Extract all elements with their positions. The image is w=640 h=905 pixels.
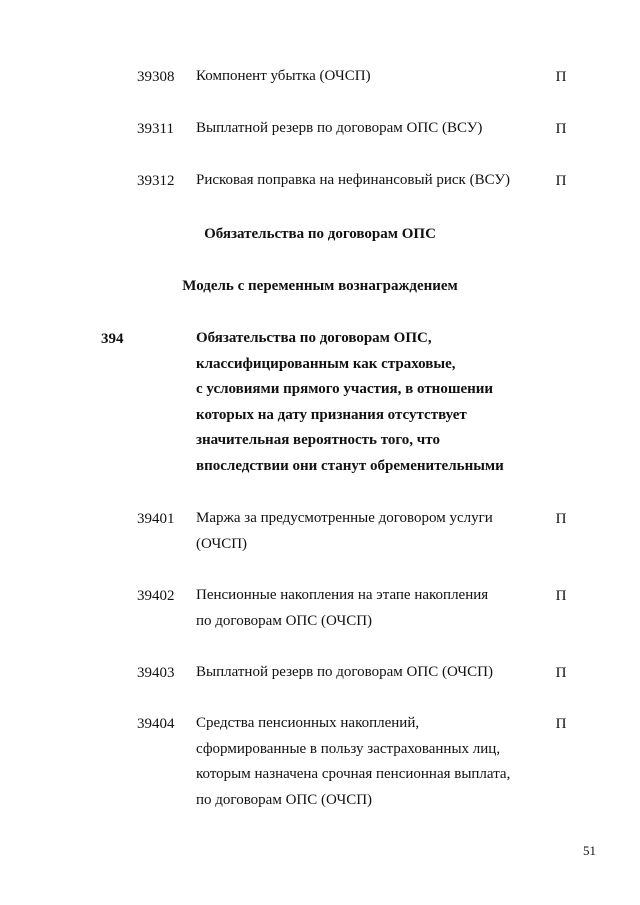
account-type-mark: П bbox=[555, 69, 567, 85]
account-code: 39404 bbox=[137, 716, 175, 732]
account-description bbox=[196, 168, 541, 194]
section-code: 394 bbox=[101, 331, 124, 347]
description-line: сформированные в пользу застрахованных лиц, bbox=[196, 740, 501, 757]
description-line: Выплатной резерв по договорам ОПС (ВСУ) bbox=[196, 120, 483, 136]
section-line: Обязательства по договорам ОПС, bbox=[196, 330, 432, 346]
description-line: по договорам ОПС (ОЧСП) bbox=[196, 791, 373, 808]
subsection-heading: Модель с переменным вознаграждением bbox=[182, 278, 458, 294]
account-description bbox=[196, 711, 541, 813]
description-line: которым назначена срочная пенсионная выплата, bbox=[196, 766, 511, 782]
description-line: Пенсионные накопления на этапе накопления bbox=[196, 587, 489, 603]
account-description bbox=[196, 660, 541, 686]
account-code: 39401 bbox=[137, 511, 175, 527]
section-line: классифицированным как страховые, bbox=[196, 355, 456, 372]
account-code: 39312 bbox=[137, 173, 175, 189]
account-type-mark: П bbox=[555, 665, 567, 681]
section-line: с условиями прямого участия, в отношении bbox=[196, 381, 494, 397]
account-description bbox=[196, 506, 541, 557]
account-type-mark: П bbox=[555, 588, 567, 604]
account-type-mark: П bbox=[555, 511, 567, 527]
account-code: 39311 bbox=[137, 121, 174, 137]
description-line: по договорам ОПС (ОЧСП) bbox=[196, 612, 373, 629]
section-line: значительная вероятность того, что bbox=[196, 432, 440, 448]
account-code: 39403 bbox=[137, 665, 175, 681]
description-line: Средства пенсионных накоплений, bbox=[196, 715, 420, 731]
account-type-mark: П bbox=[555, 121, 567, 137]
description-line: Компонент убытка (ОЧСП) bbox=[196, 68, 371, 84]
section-heading: Обязательства по договорам ОПС bbox=[204, 226, 436, 242]
description-line: (ОЧСП) bbox=[196, 535, 248, 552]
description-line: Маржа за предусмотренные договором услуги bbox=[196, 510, 493, 526]
account-description bbox=[196, 116, 541, 142]
account-description bbox=[196, 583, 541, 634]
description-line: Выплатной резерв по договорам ОПС (ОЧСП) bbox=[196, 664, 494, 680]
page-number: 51 bbox=[583, 843, 596, 858]
section-description bbox=[196, 326, 504, 479]
account-code: 39308 bbox=[137, 69, 175, 85]
account-code: 39402 bbox=[137, 588, 175, 604]
section-line: впоследствии они станут обременительными bbox=[196, 457, 504, 474]
section-line: которых на дату признания отсутствует bbox=[196, 406, 467, 423]
account-description bbox=[196, 64, 541, 90]
description-line: Рисковая поправка на нефинансовый риск (ВСУ) bbox=[196, 172, 511, 188]
account-type-mark: П bbox=[555, 716, 567, 732]
account-type-mark: П bbox=[555, 173, 567, 189]
